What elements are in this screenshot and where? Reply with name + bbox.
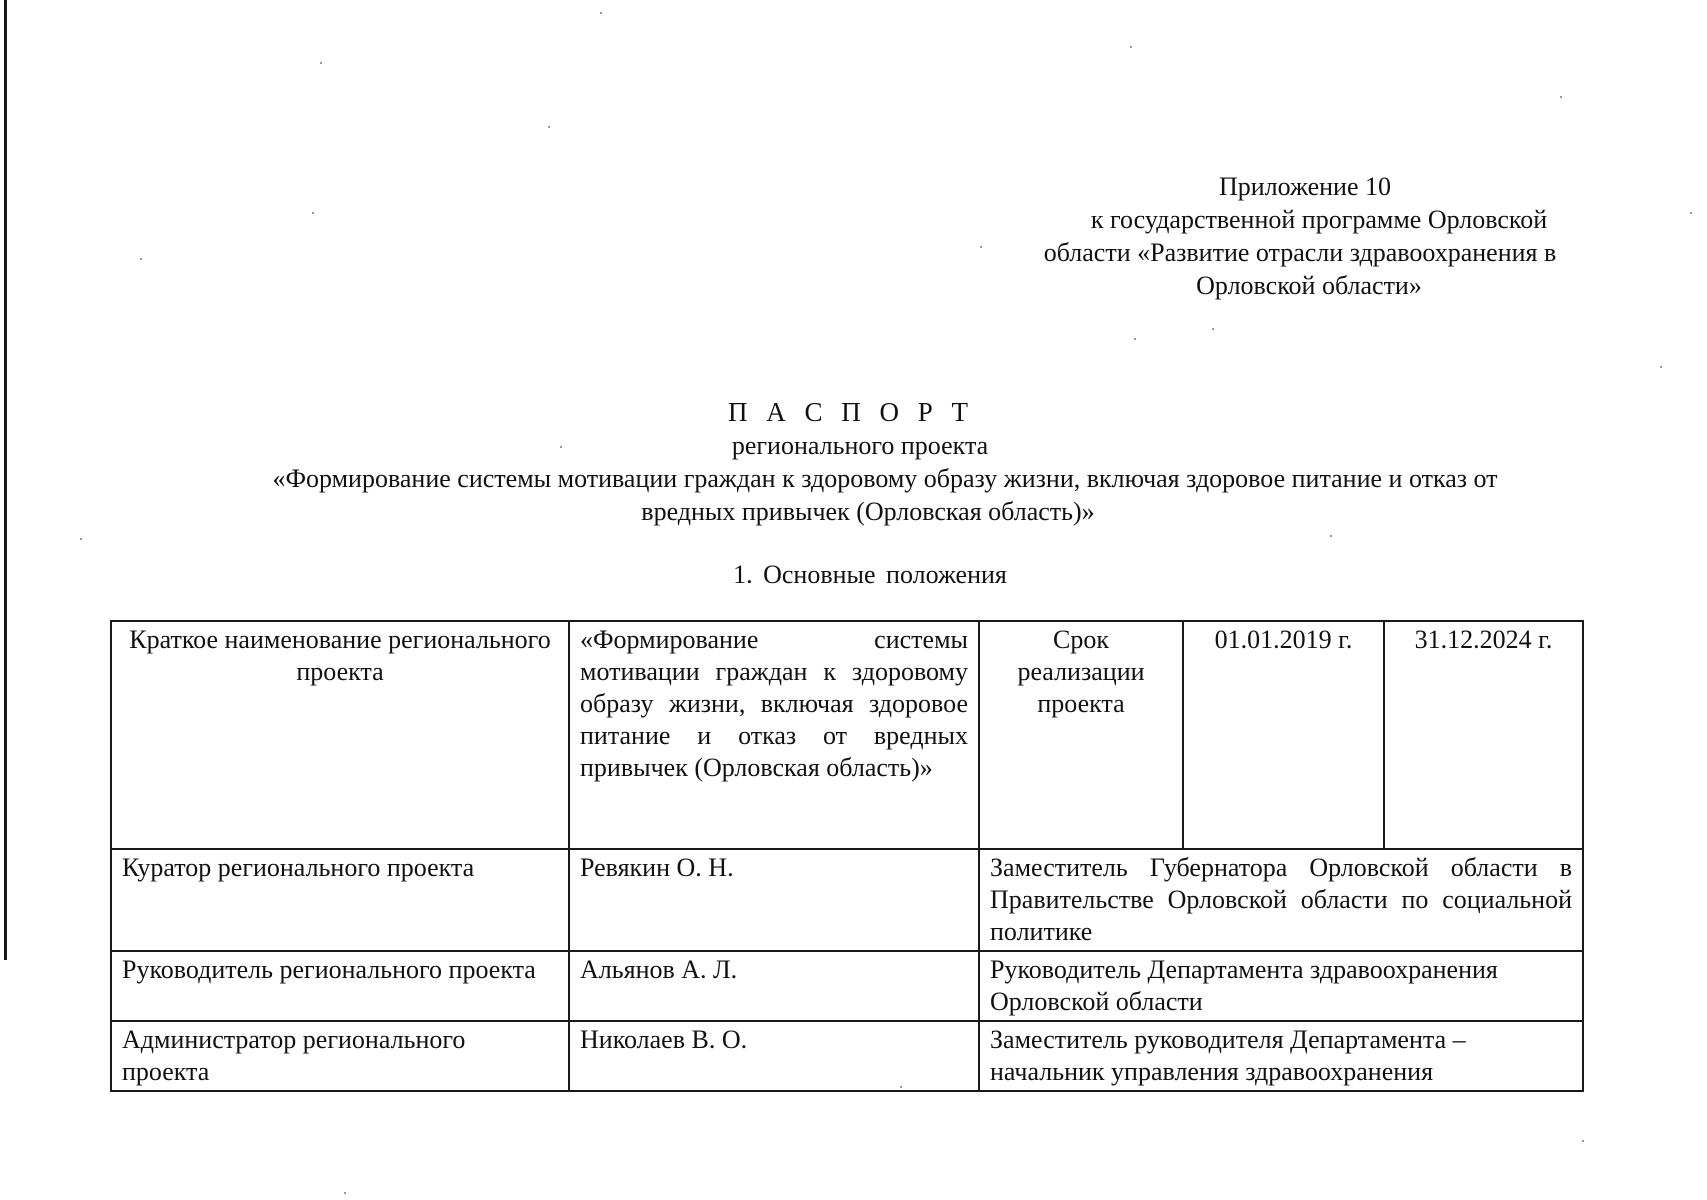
- short-name-value: «Формирование системы мотивации граждан к здоровому образу жизни, включая здоровое питание и отказ от вредных привычек (Орловская область)»: [569, 621, 979, 849]
- table-row: [111, 1021, 1583, 1091]
- short-name-label: Краткое наименование регионального проекта: [111, 621, 569, 849]
- appendix-block: [980, 170, 1620, 302]
- curator-name: Ревякин О. Н.: [569, 849, 979, 951]
- curator-position: Заместитель Губернатора Орловской области в Правительстве Орловской области по социальной политике: [979, 849, 1583, 951]
- admin-position: Заместитель руководителя Департамента – начальник управления здравоохранения: [979, 1021, 1583, 1091]
- head-name: Альянов А. Л.: [569, 951, 979, 1021]
- table-row: [111, 621, 1583, 849]
- admin-label: Администратор регионального проекта: [111, 1021, 569, 1091]
- head-label: Руководитель регионального проекта: [111, 951, 569, 1021]
- document-title: П А С П О Р Т: [727, 397, 974, 427]
- admin-name: Николаев В. О.: [569, 1021, 979, 1091]
- document-subtitle: регионального проекта: [731, 431, 989, 460]
- appendix-number: Приложение 10: [1218, 172, 1392, 201]
- end-date: 31.12.2024 г.: [1384, 621, 1583, 849]
- document-heading: [190, 396, 1580, 528]
- table-row: [111, 951, 1583, 1021]
- section-title: 1. Основные положения: [733, 560, 1007, 589]
- term-label: Срок реализации проекта: [979, 621, 1183, 849]
- appendix-program-title-end: Орловской области»: [1196, 271, 1422, 300]
- start-date: 01.01.2019 г.: [1183, 621, 1384, 849]
- scan-edge-line: [4, 0, 7, 960]
- project-name-line-2: вредных привычек (Орловская область)»: [641, 497, 1095, 526]
- table-row: [111, 849, 1583, 951]
- appendix-program-title-line: области «Развитие отрасли здравоохранения в: [1043, 238, 1557, 267]
- head-position: Руководитель Департамента здравоохранения Орловской области: [979, 951, 1583, 1021]
- appendix-program-line: к государственной программе Орловской: [1090, 205, 1548, 234]
- curator-label: Куратор регионального проекта: [111, 849, 569, 951]
- project-name-line-1: «Формирование системы мотивации граждан к здоровому образу жизни, включая здоровое питание и отказ от: [272, 464, 1498, 493]
- passport-table: [110, 620, 1584, 1092]
